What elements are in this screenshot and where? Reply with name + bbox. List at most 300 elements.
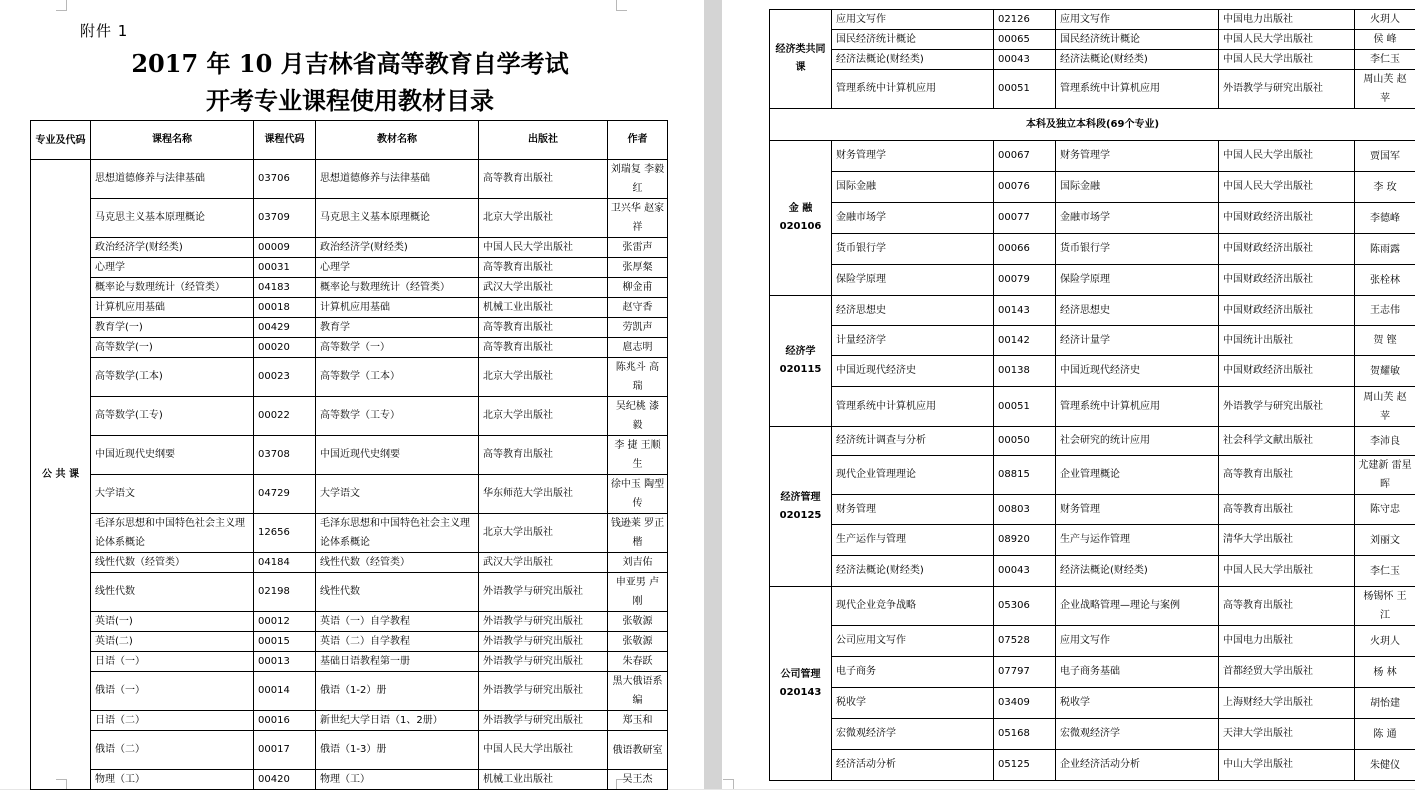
author-cell: 张敬源	[608, 612, 668, 632]
course-code-cell: 07797	[994, 657, 1056, 688]
textbook-name-cell: 应用文写作	[1056, 10, 1219, 30]
table-row	[770, 688, 1415, 719]
table-row	[770, 495, 1415, 525]
textbook-name-cell: 心理学	[316, 258, 479, 278]
textbook-name-cell: 国民经济统计概论	[1056, 30, 1219, 50]
table-row	[770, 141, 1415, 172]
table-row	[31, 475, 668, 514]
course-code-cell: 04183	[254, 278, 316, 298]
page-subtitle: 开考专业课程使用教材目录	[30, 83, 670, 119]
table-row	[31, 199, 668, 238]
course-code-cell: 00043	[994, 556, 1056, 587]
table-row	[770, 626, 1415, 657]
table-row	[31, 298, 668, 318]
publisher-cell: 机械工业出版社	[479, 770, 608, 790]
table-row	[31, 514, 668, 553]
table-row	[31, 258, 668, 278]
course-name-cell: 财务管理	[832, 495, 994, 525]
publisher-cell: 中国人民大学出版社	[1219, 50, 1355, 70]
textbook-name-cell: 经济计量学	[1056, 326, 1219, 356]
course-name-cell: 宏微观经济学	[832, 719, 994, 750]
course-name-cell: 俄语（一）	[91, 672, 254, 711]
course-name-cell: 心理学	[91, 258, 254, 278]
table-row	[770, 427, 1415, 456]
author-cell: 李 捷 王顺生	[608, 436, 668, 475]
course-name-cell: 国际金融	[832, 172, 994, 203]
table-row	[770, 326, 1415, 356]
publisher-cell: 中国财政经济出版社	[1219, 296, 1355, 326]
textbook-name-cell: 俄语（1-2）册	[316, 672, 479, 711]
table-row	[31, 397, 668, 436]
textbook-name-cell: 思想道德修养与法律基础	[316, 160, 479, 199]
author-cell: 刘吉佑	[608, 553, 668, 573]
author-cell: 劳凯声	[608, 318, 668, 338]
table-row	[770, 587, 1415, 626]
table-row	[31, 632, 668, 652]
publisher-cell: 高等教育出版社	[479, 436, 608, 475]
publisher-cell: 外语教学与研究出版社	[1219, 387, 1355, 427]
author-cell: 张雷声	[608, 238, 668, 258]
course-code-cell: 04729	[254, 475, 316, 514]
course-name-cell: 计算机应用基础	[91, 298, 254, 318]
course-name-cell: 经济法概论(财经类)	[832, 50, 994, 70]
textbook-name-cell: 计算机应用基础	[316, 298, 479, 318]
textbook-name-cell: 新世纪大学日语（1、2册）	[316, 711, 479, 731]
author-cell: 周山芙 赵 苹	[1355, 387, 1415, 427]
course-name-cell: 保险学原理	[832, 265, 994, 296]
author-cell: 李沛良	[1355, 427, 1415, 456]
table-row	[31, 160, 668, 199]
author-cell: 吴王杰	[608, 770, 668, 790]
publisher-cell: 高等教育出版社	[479, 318, 608, 338]
course-code-cell: 08920	[994, 525, 1056, 556]
publisher-cell: 外语教学与研究出版社	[479, 612, 608, 632]
table-row	[770, 203, 1415, 234]
author-cell: 杨锡怀 王 江	[1355, 587, 1415, 626]
author-cell: 徐中玉 陶型传	[608, 475, 668, 514]
author-cell: 赵守香	[608, 298, 668, 318]
course-code-cell: 05125	[994, 750, 1056, 781]
course-code-cell: 00020	[254, 338, 316, 358]
textbook-name-cell: 俄语（1-3）册	[316, 731, 479, 770]
author-cell: 周山芙 赵 苹	[1355, 70, 1415, 109]
publisher-cell: 社会科学文献出版社	[1219, 427, 1355, 456]
course-code-cell: 00016	[254, 711, 316, 731]
course-name-cell: 国民经济统计概论	[832, 30, 994, 50]
course-name-cell: 大学语文	[91, 475, 254, 514]
publisher-cell: 机械工业出版社	[479, 298, 608, 318]
course-name-cell: 高等数学(工本)	[91, 358, 254, 397]
publisher-cell: 北京大学出版社	[479, 397, 608, 436]
course-name-cell: 线性代数（经管类）	[91, 553, 254, 573]
author-cell: 侯 峰	[1355, 30, 1415, 50]
course-code-cell: 03706	[254, 160, 316, 199]
author-cell: 卫兴华 赵家祥	[608, 199, 668, 238]
publisher-cell: 中国财政经济出版社	[1219, 203, 1355, 234]
author-cell: 火玥人	[1355, 10, 1415, 30]
course-name-cell: 电子商务	[832, 657, 994, 688]
course-name-cell: 现代企业竞争战略	[832, 587, 994, 626]
publisher-cell: 中国人民大学出版社	[1219, 30, 1355, 50]
author-cell: 黑大俄语系编	[608, 672, 668, 711]
textbook-name-cell: 经济法概论(财经类)	[1056, 50, 1219, 70]
course-code-cell: 00051	[994, 70, 1056, 109]
group-label-econ-common: 经济类共同课	[770, 10, 832, 109]
author-cell: 刘丽文	[1355, 525, 1415, 556]
course-name-cell: 英语(一)	[91, 612, 254, 632]
course-code-cell: 00009	[254, 238, 316, 258]
course-code-cell: 00043	[994, 50, 1056, 70]
table-row	[31, 672, 668, 711]
author-cell: 陈雨露	[1355, 234, 1415, 265]
author-cell: 陈兆斗 高 瑞	[608, 358, 668, 397]
course-name-cell: 中国近现代经济史	[832, 356, 994, 387]
course-name-cell: 日语（一）	[91, 652, 254, 672]
author-cell: 朱健仪	[1355, 750, 1415, 781]
table-row	[770, 10, 1415, 30]
author-cell: 胡怡建	[1355, 688, 1415, 719]
course-name-cell: 公司应用文写作	[832, 626, 994, 657]
course-name-cell: 高等数学(一)	[91, 338, 254, 358]
table-row	[770, 265, 1415, 296]
course-name-cell: 物理（工）	[91, 770, 254, 790]
course-name-cell: 俄语（二）	[91, 731, 254, 770]
course-code-cell: 00012	[254, 612, 316, 632]
course-code-cell: 00420	[254, 770, 316, 790]
table-row	[770, 234, 1415, 265]
publisher-cell: 高等教育出版社	[479, 160, 608, 199]
column-header: 教材名称	[316, 121, 479, 160]
page-title: 2017 年 10 月吉林省高等教育自学考试	[30, 46, 670, 82]
course-name-cell: 政治经济学(财经类)	[91, 238, 254, 258]
course-name-cell: 金融市场学	[832, 203, 994, 234]
course-name-cell: 思想道德修养与法律基础	[91, 160, 254, 199]
course-name-cell: 经济统计调查与分析	[832, 427, 994, 456]
author-cell: 钱逊莱 罗正楷	[608, 514, 668, 553]
textbook-name-cell: 保险学原理	[1056, 265, 1219, 296]
course-code-cell: 00077	[994, 203, 1056, 234]
author-cell: 申亚男 卢 刚	[608, 573, 668, 612]
publisher-cell: 武汉大学出版社	[479, 278, 608, 298]
textbook-name-cell: 高等数学（一）	[316, 338, 479, 358]
course-code-cell: 00076	[994, 172, 1056, 203]
table-row	[31, 612, 668, 632]
table-row	[31, 318, 668, 338]
author-cell: 李仁玉	[1355, 50, 1415, 70]
publisher-cell: 外语教学与研究出版社	[479, 672, 608, 711]
textbook-name-cell: 国际金融	[1056, 172, 1219, 203]
table-row	[770, 456, 1415, 495]
publisher-cell: 中国人民大学出版社	[479, 238, 608, 258]
course-code-cell: 00015	[254, 632, 316, 652]
publisher-cell: 中国财政经济出版社	[1219, 265, 1355, 296]
course-name-cell: 马克思主义基本原理概论	[91, 199, 254, 238]
table-row	[770, 296, 1415, 326]
course-name-cell: 毛泽东思想和中国特色社会主义理论体系概论	[91, 514, 254, 553]
course-code-cell: 08815	[994, 456, 1056, 495]
section-band-label: 本科及独立本科段(69个专业)	[770, 109, 1415, 141]
author-cell: 贺耀敏	[1355, 356, 1415, 387]
textbook-name-cell: 毛泽东思想和中国特色社会主义理论体系概论	[316, 514, 479, 553]
course-code-cell: 00067	[994, 141, 1056, 172]
course-code-cell: 00050	[994, 427, 1056, 456]
author-cell: 柳金甫	[608, 278, 668, 298]
publisher-cell: 中国电力出版社	[1219, 626, 1355, 657]
table-row	[770, 387, 1415, 427]
course-name-cell: 应用文写作	[832, 10, 994, 30]
course-code-cell: 00066	[994, 234, 1056, 265]
textbook-name-cell: 教育学	[316, 318, 479, 338]
author-cell: 尤建新 雷星晖	[1355, 456, 1415, 495]
course-name-cell: 英语(二)	[91, 632, 254, 652]
publisher-cell: 高等教育出版社	[479, 338, 608, 358]
table-row	[31, 436, 668, 475]
author-cell: 贾国军	[1355, 141, 1415, 172]
section-band-row	[770, 109, 1415, 141]
course-code-cell: 12656	[254, 514, 316, 553]
publisher-cell: 中国电力出版社	[1219, 10, 1355, 30]
crop-mark	[56, 0, 67, 11]
author-cell: 李 玫	[1355, 172, 1415, 203]
textbook-name-cell: 英语（二）自学教程	[316, 632, 479, 652]
table-row	[770, 30, 1415, 50]
table-row	[31, 238, 668, 258]
table-row	[31, 358, 668, 397]
publisher-cell: 中国人民大学出版社	[1219, 556, 1355, 587]
textbook-name-cell: 高等数学（工专）	[316, 397, 479, 436]
publisher-cell: 高等教育出版社	[1219, 587, 1355, 626]
publisher-cell: 武汉大学出版社	[479, 553, 608, 573]
column-header: 出版社	[479, 121, 608, 160]
publisher-cell: 外语教学与研究出版社	[479, 573, 608, 612]
table-row	[770, 70, 1415, 109]
author-cell: 陈 通	[1355, 719, 1415, 750]
course-code-cell: 00017	[254, 731, 316, 770]
table-row	[31, 711, 668, 731]
author-cell: 郑玉和	[608, 711, 668, 731]
table-row	[770, 556, 1415, 587]
textbook-name-cell: 物理（工）	[316, 770, 479, 790]
course-code-cell: 00013	[254, 652, 316, 672]
textbook-name-cell: 线性代数（经管类）	[316, 553, 479, 573]
publisher-cell: 中山大学出版社	[1219, 750, 1355, 781]
textbook-table-left	[30, 120, 668, 790]
course-code-cell: 00031	[254, 258, 316, 278]
publisher-cell: 天津大学出版社	[1219, 719, 1355, 750]
course-name-cell: 税收学	[832, 688, 994, 719]
crop-mark	[616, 0, 627, 11]
textbook-name-cell: 货币银行学	[1056, 234, 1219, 265]
publisher-cell: 中国人民大学出版社	[479, 731, 608, 770]
course-name-cell: 教育学(一)	[91, 318, 254, 338]
table-row	[770, 719, 1415, 750]
course-code-cell: 00022	[254, 397, 316, 436]
course-code-cell: 03708	[254, 436, 316, 475]
author-cell: 刘瑞复 李毅红	[608, 160, 668, 199]
author-cell: 扈志明	[608, 338, 668, 358]
textbook-name-cell: 生产与运作管理	[1056, 525, 1219, 556]
course-name-cell: 经济法概论(财经类)	[832, 556, 994, 587]
author-cell: 朱春跃	[608, 652, 668, 672]
table-header-row	[31, 121, 668, 160]
course-name-cell: 生产运作与管理	[832, 525, 994, 556]
table-row	[770, 172, 1415, 203]
publisher-cell: 中国统计出版社	[1219, 326, 1355, 356]
textbook-name-cell: 宏微观经济学	[1056, 719, 1219, 750]
author-cell: 贺 铿	[1355, 326, 1415, 356]
textbook-name-cell: 高等数学（工本）	[316, 358, 479, 397]
course-code-cell: 03409	[994, 688, 1056, 719]
table-row	[31, 553, 668, 573]
publisher-cell: 外语教学与研究出版社	[479, 652, 608, 672]
crop-mark	[723, 779, 734, 789]
textbook-table-right	[769, 9, 1415, 781]
textbook-name-cell: 中国近现代史纲要	[316, 436, 479, 475]
annex-label: 附件 1	[80, 20, 128, 41]
table-row	[31, 338, 668, 358]
author-cell: 张栓林	[1355, 265, 1415, 296]
course-code-cell: 00051	[994, 387, 1056, 427]
course-name-cell: 管理系统中计算机应用	[832, 70, 994, 109]
textbook-name-cell: 金融市场学	[1056, 203, 1219, 234]
course-name-cell: 管理系统中计算机应用	[832, 387, 994, 427]
publisher-cell: 中国人民大学出版社	[1219, 172, 1355, 203]
publisher-cell: 清华大学出版社	[1219, 525, 1355, 556]
author-cell: 吴纪桃 漆 毅	[608, 397, 668, 436]
author-cell: 俄语教研室	[608, 731, 668, 770]
publisher-cell: 中国财政经济出版社	[1219, 356, 1355, 387]
course-name-cell: 日语（二）	[91, 711, 254, 731]
publisher-cell: 外语教学与研究出版社	[479, 711, 608, 731]
textbook-name-cell: 线性代数	[316, 573, 479, 612]
publisher-cell: 上海财经大学出版社	[1219, 688, 1355, 719]
publisher-cell: 高等教育出版社	[1219, 456, 1355, 495]
textbook-name-cell: 税收学	[1056, 688, 1219, 719]
course-code-cell: 05168	[994, 719, 1056, 750]
table-row	[770, 356, 1415, 387]
table-row	[770, 657, 1415, 688]
group-label-econ-mgmt: 经济管理 020125	[770, 427, 832, 587]
textbook-name-cell: 大学语文	[316, 475, 479, 514]
course-name-cell: 线性代数	[91, 573, 254, 612]
table-row	[31, 731, 668, 770]
table-row	[31, 573, 668, 612]
textbook-name-cell: 财务管理学	[1056, 141, 1219, 172]
column-header: 课程名称	[91, 121, 254, 160]
course-code-cell: 00142	[994, 326, 1056, 356]
table-row	[31, 278, 668, 298]
publisher-cell: 北京大学出版社	[479, 514, 608, 553]
course-code-cell: 00065	[994, 30, 1056, 50]
author-cell: 陈守忠	[1355, 495, 1415, 525]
course-code-cell: 04184	[254, 553, 316, 573]
author-cell: 杨 林	[1355, 657, 1415, 688]
column-header: 作者	[608, 121, 668, 160]
author-cell: 王志伟	[1355, 296, 1415, 326]
column-header: 专业及代码	[31, 121, 91, 160]
course-name-cell: 经济活动分析	[832, 750, 994, 781]
table-row	[31, 652, 668, 672]
publisher-cell: 北京大学出版社	[479, 199, 608, 238]
course-code-cell: 05306	[994, 587, 1056, 626]
textbook-name-cell: 管理系统中计算机应用	[1056, 70, 1219, 109]
author-cell: 李德峰	[1355, 203, 1415, 234]
table-row	[770, 50, 1415, 70]
publisher-cell: 首都经贸大学出版社	[1219, 657, 1355, 688]
course-code-cell: 07528	[994, 626, 1056, 657]
textbook-name-cell: 概率论与数理统计（经管类）	[316, 278, 479, 298]
course-code-cell: 02126	[994, 10, 1056, 30]
textbook-name-cell: 基础日语教程第一册	[316, 652, 479, 672]
course-code-cell: 00138	[994, 356, 1056, 387]
course-code-cell: 00018	[254, 298, 316, 318]
publisher-cell: 外语教学与研究出版社	[479, 632, 608, 652]
group-label-company-mgmt: 公司管理 020143	[770, 587, 832, 781]
textbook-name-cell: 应用文写作	[1056, 626, 1219, 657]
course-code-cell: 00143	[994, 296, 1056, 326]
course-name-cell: 计量经济学	[832, 326, 994, 356]
course-name-cell: 现代企业管理理论	[832, 456, 994, 495]
textbook-name-cell: 英语（一）自学教程	[316, 612, 479, 632]
table-row	[31, 770, 668, 790]
course-name-cell: 货币银行学	[832, 234, 994, 265]
textbook-name-cell: 经济法概论(财经类)	[1056, 556, 1219, 587]
author-cell: 李仁玉	[1355, 556, 1415, 587]
textbook-name-cell: 企业经济活动分析	[1056, 750, 1219, 781]
author-cell: 张敬源	[608, 632, 668, 652]
course-name-cell: 经济思想史	[832, 296, 994, 326]
textbook-name-cell: 政治经济学(财经类)	[316, 238, 479, 258]
textbook-name-cell: 马克思主义基本原理概论	[316, 199, 479, 238]
course-code-cell: 00079	[994, 265, 1056, 296]
publisher-cell: 北京大学出版社	[479, 358, 608, 397]
publisher-cell: 中国人民大学出版社	[1219, 141, 1355, 172]
textbook-name-cell: 经济思想史	[1056, 296, 1219, 326]
textbook-name-cell: 企业管理概论	[1056, 456, 1219, 495]
course-name-cell: 财务管理学	[832, 141, 994, 172]
course-name-cell: 中国近现代史纲要	[91, 436, 254, 475]
column-header: 课程代码	[254, 121, 316, 160]
textbook-name-cell: 社会研究的统计应用	[1056, 427, 1219, 456]
publisher-cell: 华东师范大学出版社	[479, 475, 608, 514]
textbook-name-cell: 财务管理	[1056, 495, 1219, 525]
course-code-cell: 00803	[994, 495, 1056, 525]
publisher-cell: 中国财政经济出版社	[1219, 234, 1355, 265]
publisher-cell: 外语教学与研究出版社	[1219, 70, 1355, 109]
table-row	[770, 750, 1415, 781]
author-cell: 张厚粲	[608, 258, 668, 278]
table-row	[770, 525, 1415, 556]
course-code-cell: 00429	[254, 318, 316, 338]
group-label-finance: 金 融 020106	[770, 141, 832, 296]
textbook-name-cell: 管理系统中计算机应用	[1056, 387, 1219, 427]
group-label-economics: 经济学 020115	[770, 296, 832, 427]
textbook-name-cell: 中国近现代经济史	[1056, 356, 1219, 387]
course-code-cell: 00023	[254, 358, 316, 397]
course-code-cell: 02198	[254, 573, 316, 612]
course-code-cell: 03709	[254, 199, 316, 238]
course-name-cell: 高等数学(工专)	[91, 397, 254, 436]
textbook-name-cell: 企业战略管理—理论与案例	[1056, 587, 1219, 626]
textbook-name-cell: 电子商务基础	[1056, 657, 1219, 688]
page-gap	[704, 0, 722, 789]
author-cell: 火玥人	[1355, 626, 1415, 657]
publisher-cell: 高等教育出版社	[479, 258, 608, 278]
course-code-cell: 00014	[254, 672, 316, 711]
course-name-cell: 概率论与数理统计（经管类）	[91, 278, 254, 298]
group-label-public-courses: 公 共 课	[31, 160, 91, 790]
publisher-cell: 高等教育出版社	[1219, 495, 1355, 525]
